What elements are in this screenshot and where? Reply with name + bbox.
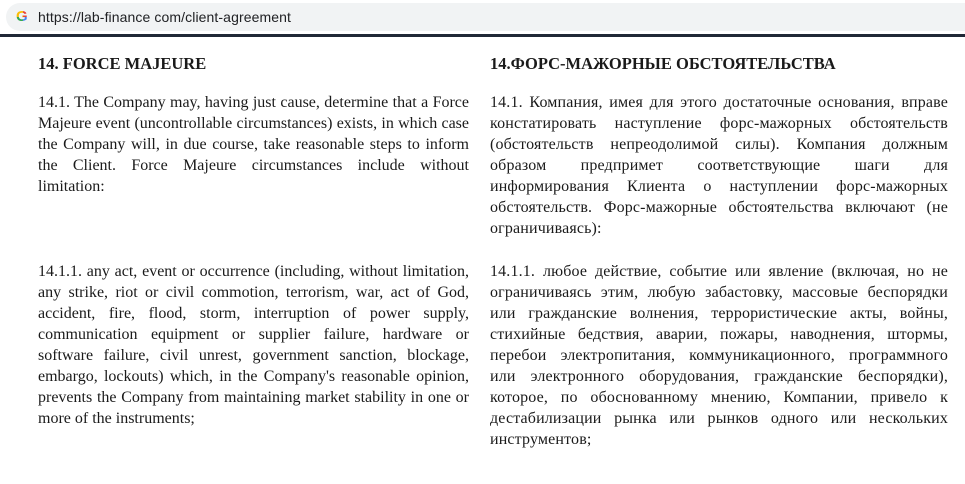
browser-toolbar <box>0 0 965 34</box>
clause-14-1-en: 14.1. The Company may, having just cause, determine that a Force Majeure event (uncontrollable circumstances) exists, in which case the Company will, in due course, take reasonable steps to inform the Client. Force Majeure circumstances include without limitation: <box>38 94 469 195</box>
toolbar-divider <box>0 34 965 37</box>
clause-14-1-ru: 14.1. Компания, имея для этого достаточные основания, вправе констатировать наступление форс-мажорных обстоятельств (обстоятельств непреодолимой силы). Компания должным образом предпримет соответствующие шаги для информирования Клиента о наступлении форс-мажорных обстоятельств. Форс-мажорные обстоятельства включают (не ограничиваясь): <box>490 94 948 237</box>
google-g-icon: G <box>16 10 30 24</box>
section-heading-ru: 14.ФОРС-МАЖОРНЫЕ ОБСТОЯТЕЛЬСТВА <box>490 54 836 73</box>
section-heading-en: 14. FORCE MAJEURE <box>38 54 207 73</box>
address-bar[interactable] <box>6 3 965 31</box>
url-text[interactable]: https://lab-finance com/client-agreement <box>38 9 292 25</box>
clause-14-1-1-en: 14.1.1. any act, event or occurrence (including, without limitation, any strike, riot or civil commotion, terrorism, war, act of God, accident, fire, flood, storm, interruption of power supply, communication equipment or supplier failure, hardware or software failure, civil unrest, government sanction, blockage, embargo, lockouts) which, in the Company's reasonable opinion, prevents the Company from maintaining market stability in one or more of the instruments; <box>38 263 469 427</box>
clause-14-1-1-ru: 14.1.1. любое действие, событие или явление (включая, но не ограничиваясь этим, любую забастовку, массовые беспорядки или гражданские волнения, террористические акты, войны, стихийные бедствия, аварии, пожары, наводнения, штормы, перебои электропитания, коммуникационного, программного или электронного оборудования, гражданские беспорядки), которое, по обоснованному мнению, Компании, привело к дестабилизации рынка или рынков одного или нескольких инструментов; <box>490 263 948 448</box>
